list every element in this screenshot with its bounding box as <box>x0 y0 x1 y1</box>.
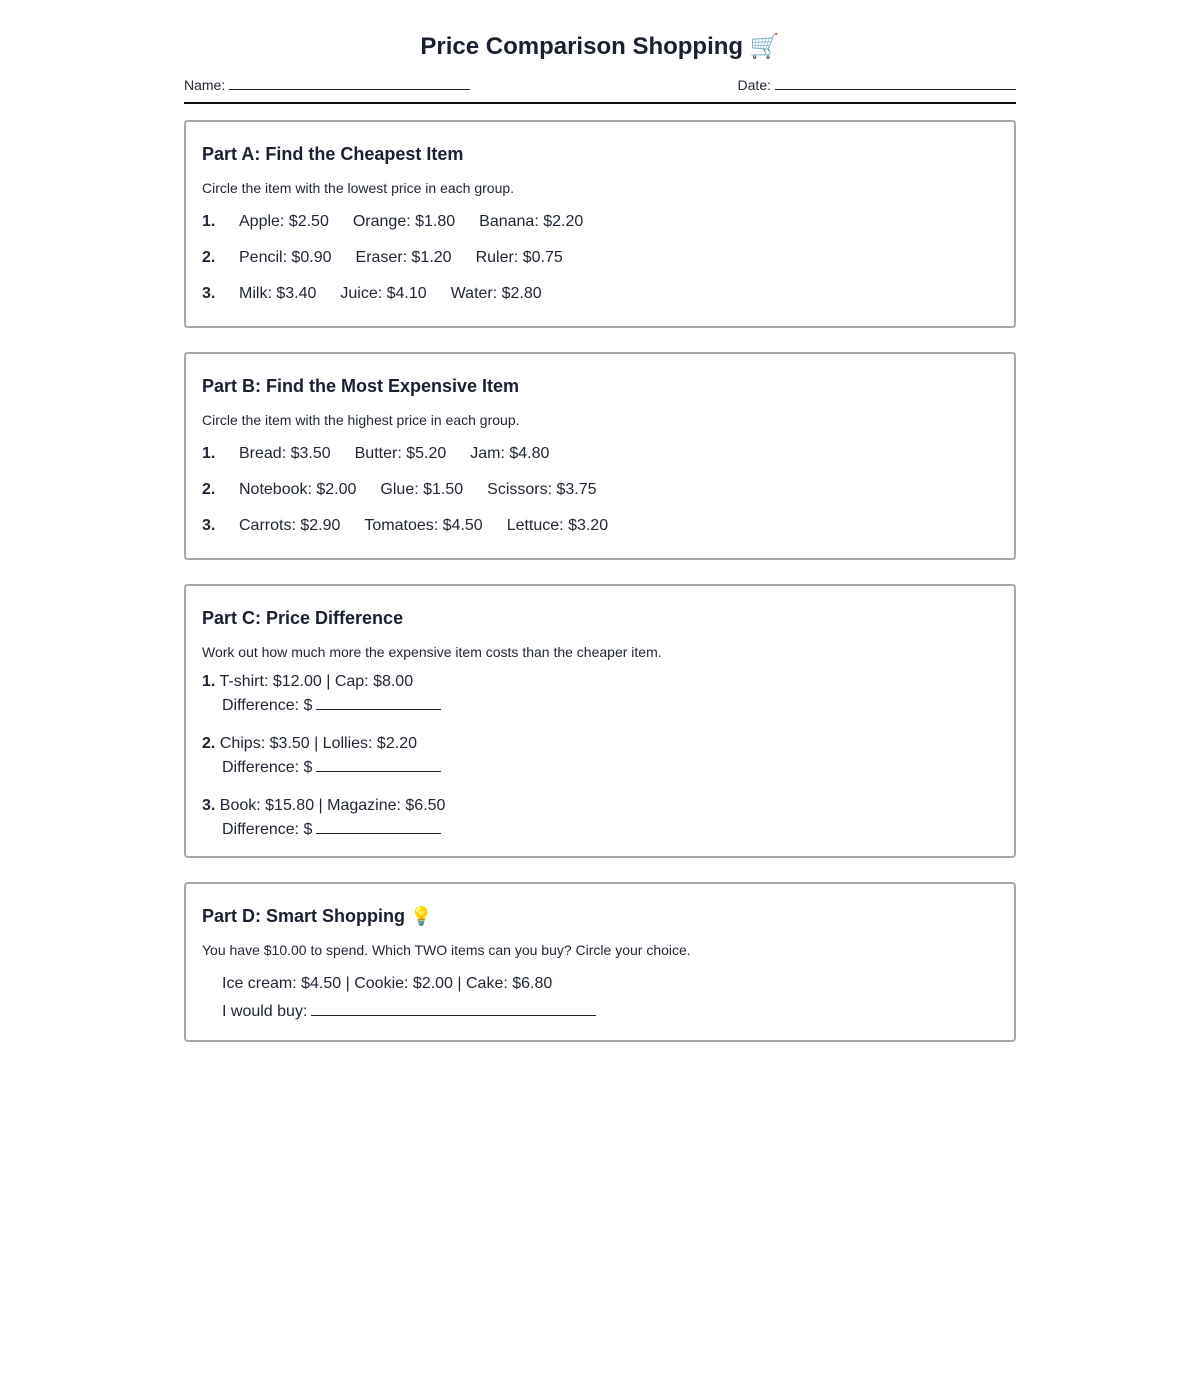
question-number: 3. <box>202 517 216 534</box>
part-d-instruction: You have $10.00 to spend. Which TWO items can you buy? Circle your choice. <box>202 942 691 958</box>
question-text: T-shirt: $12.00 | Cap: $8.00 <box>219 673 414 690</box>
price-item[interactable]: Milk: $3.40 <box>239 285 317 302</box>
part-d-options: Ice cream: $4.50 | Cookie: $2.00 | Cake: $6.80 <box>222 975 553 992</box>
price-item[interactable]: Lettuce: $3.20 <box>506 517 609 534</box>
part-a-heading: Part A: Find the Cheapest Item <box>202 144 464 164</box>
question-row <box>202 436 998 472</box>
name-field <box>184 74 470 96</box>
price-item[interactable]: Juice: $4.10 <box>340 285 427 302</box>
part-d-heading: Part D: Smart Shopping 💡 <box>202 906 433 926</box>
part-b-heading: Part B: Find the Most Expensive Item <box>202 376 520 396</box>
price-item[interactable]: Glue: $1.50 <box>380 481 464 498</box>
question-line <box>202 732 998 756</box>
difference-blank[interactable] <box>316 694 441 710</box>
question-number: 1. <box>202 445 216 462</box>
worksheet <box>184 0 1016 1042</box>
name-blank[interactable] <box>229 75 470 90</box>
price-item[interactable]: Tomatoes: $4.50 <box>364 517 483 534</box>
header-fields <box>184 74 1016 96</box>
part-d-section <box>184 882 1016 1042</box>
price-item[interactable]: Eraser: $1.20 <box>355 249 452 266</box>
date-label: Date: <box>737 77 771 93</box>
date-blank[interactable] <box>775 75 1016 90</box>
question-row <box>202 240 998 276</box>
name-label: Name: <box>184 77 226 93</box>
question-number: 1. <box>202 673 216 690</box>
part-b-instruction: Circle the item with the highest price in each group. <box>202 412 520 428</box>
price-item[interactable]: Banana: $2.20 <box>479 213 584 230</box>
difference-blank[interactable] <box>316 756 441 772</box>
question-row <box>202 204 998 240</box>
question-line <box>202 794 998 818</box>
price-item[interactable]: Bread: $3.50 <box>239 445 331 462</box>
price-item[interactable]: Scissors: $3.75 <box>487 481 597 498</box>
buy-label: I would buy: <box>222 1003 308 1020</box>
price-item[interactable]: Notebook: $2.00 <box>239 481 357 498</box>
part-d-answer <box>202 998 998 1026</box>
price-item[interactable]: Apple: $2.50 <box>239 213 329 230</box>
date-field <box>738 74 1016 96</box>
question-number: 3. <box>202 797 216 814</box>
difference-label: Difference: $ <box>222 697 313 714</box>
part-b-section <box>184 352 1016 560</box>
question-row <box>202 508 998 544</box>
price-item[interactable]: Jam: $4.80 <box>470 445 550 462</box>
difference-line <box>202 818 998 842</box>
part-c-heading: Part C: Price Difference <box>202 608 404 628</box>
price-item[interactable]: Orange: $1.80 <box>352 213 456 230</box>
difference-label: Difference: $ <box>222 821 313 838</box>
question-text: Chips: $3.50 | Lollies: $2.20 <box>219 735 417 752</box>
question-number: 2. <box>202 481 216 498</box>
difference-line <box>202 694 998 718</box>
buy-blank[interactable] <box>311 1000 596 1016</box>
difference-question <box>202 732 998 780</box>
question-number: 2. <box>202 735 216 752</box>
difference-question <box>202 670 998 718</box>
price-item[interactable]: Carrots: $2.90 <box>239 517 341 534</box>
question-number: 3. <box>202 285 216 302</box>
page-title: Price Comparison Shopping 🛒 <box>420 33 780 60</box>
part-a-section <box>184 120 1016 328</box>
part-a-instruction: Circle the item with the lowest price in each group. <box>202 180 515 196</box>
question-row <box>202 472 998 508</box>
price-item[interactable]: Butter: $5.20 <box>354 445 447 462</box>
part-c-instruction: Work out how much more the expensive item costs than the cheaper item. <box>202 644 662 660</box>
part-c-section <box>184 584 1016 858</box>
difference-blank[interactable] <box>316 818 441 834</box>
price-item[interactable]: Pencil: $0.90 <box>239 249 332 266</box>
question-text: Book: $15.80 | Magazine: $6.50 <box>219 797 446 814</box>
price-item[interactable]: Ruler: $0.75 <box>475 249 563 266</box>
header-divider <box>184 102 1016 104</box>
difference-line <box>202 756 998 780</box>
question-number: 1. <box>202 213 216 230</box>
difference-label: Difference: $ <box>222 759 313 776</box>
price-item[interactable]: Water: $2.80 <box>450 285 542 302</box>
difference-question <box>202 794 998 842</box>
question-row <box>202 276 998 312</box>
question-number: 2. <box>202 249 216 266</box>
question-line <box>202 670 998 694</box>
